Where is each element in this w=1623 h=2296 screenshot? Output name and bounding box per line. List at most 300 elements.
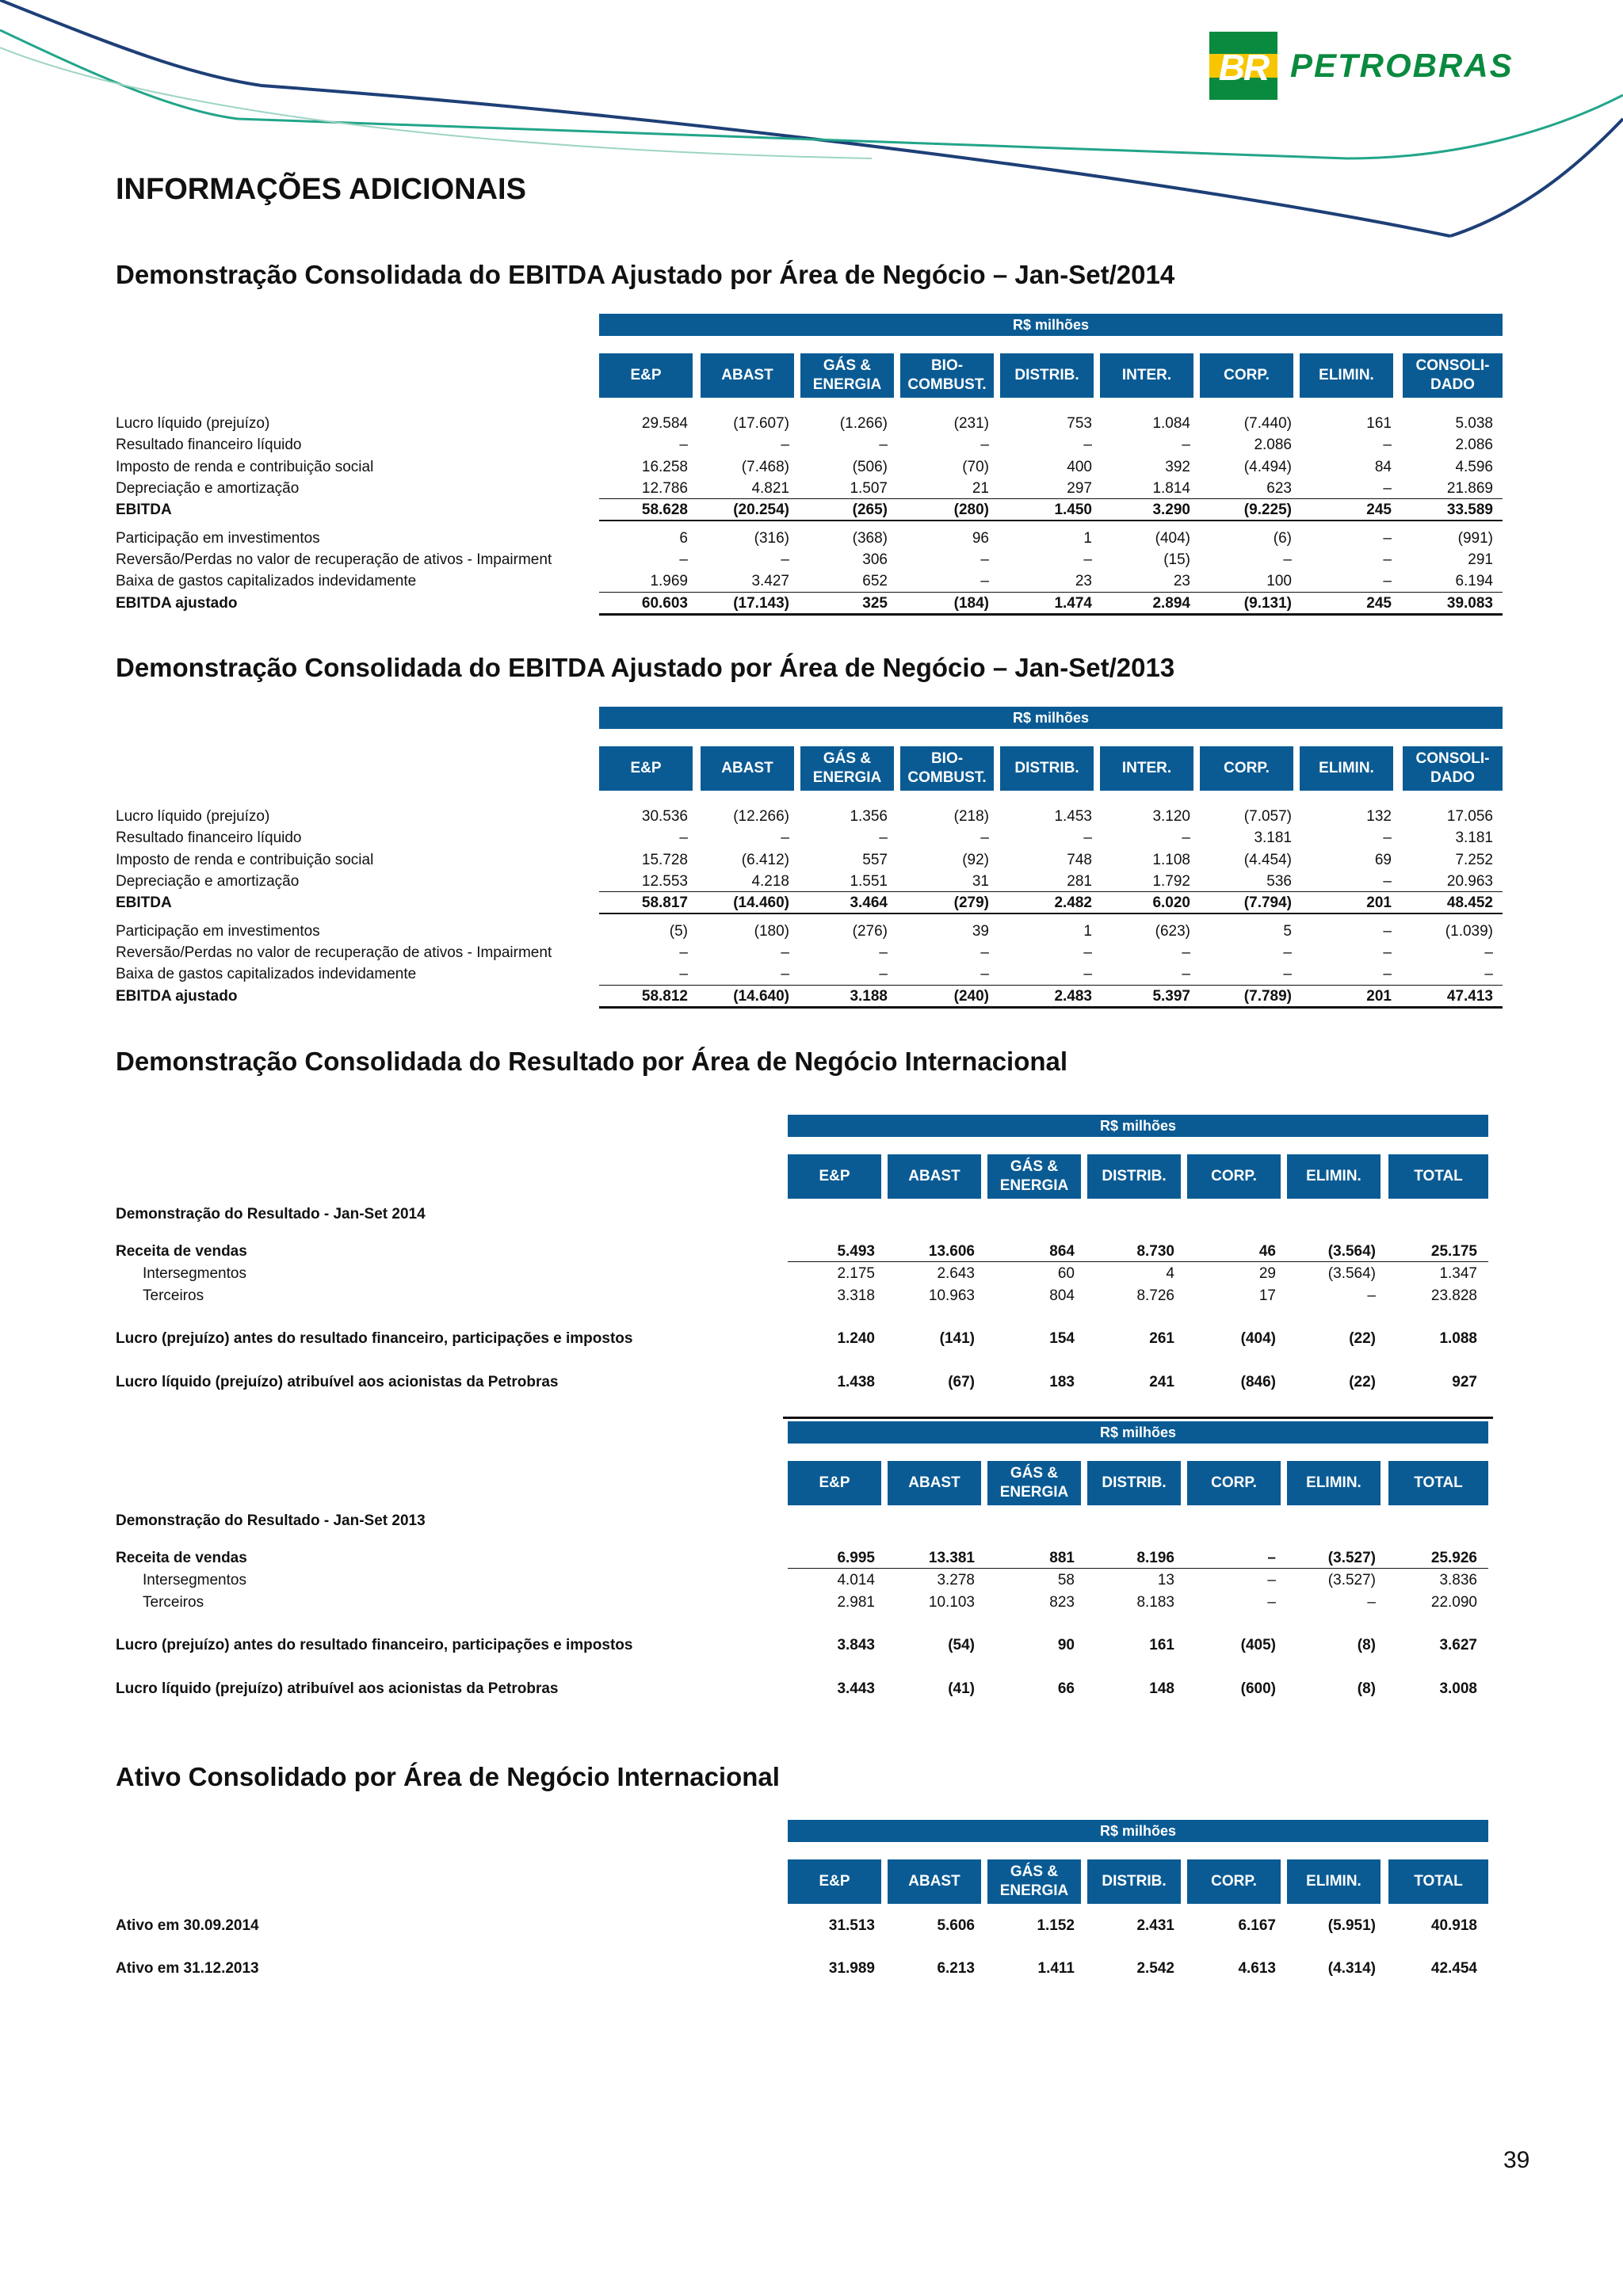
cell-value: 4.596: [1455, 458, 1493, 475]
cell-value: –: [1484, 944, 1493, 961]
intl-2014-caption: Demonstração do Resultado - Jan-Set 2014: [116, 1206, 426, 1222]
cell-value: 23.828: [1430, 1287, 1477, 1304]
intl-2013-caption: Demonstração do Resultado - Jan-Set 2013: [116, 1512, 426, 1529]
row-label: Resultado financeiro líquido: [116, 437, 302, 454]
cell-value: 161: [1366, 415, 1392, 432]
cell-value: 3.427: [751, 573, 789, 590]
cell-value: 6.213: [937, 1960, 975, 1977]
column-header-elimin: ELIMIN.: [1300, 353, 1393, 398]
cell-value: 13: [1157, 1572, 1174, 1589]
cell-value: 2.086: [1455, 437, 1493, 454]
cell-value: 392: [1165, 458, 1190, 475]
cell-value: –: [1383, 966, 1392, 983]
column-header-distrib: DISTRIB.: [1000, 746, 1094, 791]
column-header-corp: CORP.: [1187, 1859, 1281, 1904]
cell-value: –: [1267, 1594, 1276, 1611]
column-header-total: TOTAL: [1388, 1154, 1488, 1199]
cell-value: –: [781, 437, 789, 454]
cell-value: –: [879, 966, 888, 983]
table-row: [0, 550, 1623, 571]
cell-value: (7.789): [1243, 987, 1292, 1005]
column-header-inter: INTER.: [1100, 746, 1193, 791]
row-label: EBITDA ajustado: [116, 987, 238, 1005]
cell-value: (9.131): [1243, 594, 1292, 612]
table-row: [0, 593, 1623, 615]
cell-value: (12.266): [733, 808, 789, 825]
cell-value: –: [1367, 1594, 1376, 1611]
cell-value: (67): [948, 1374, 975, 1390]
cell-value: 10.103: [928, 1594, 975, 1611]
table-row: [0, 964, 1623, 986]
intl-result-title: Demonstração Consolidada do Resultado por Área de Negócio Internacional: [116, 1047, 1068, 1076]
table-row: [0, 1679, 1623, 1700]
column-header-distrib: DISTRIB.: [1087, 1461, 1181, 1505]
cell-value: –: [1383, 872, 1392, 890]
rule-line: [783, 1417, 1493, 1419]
cell-value: 623: [1266, 479, 1292, 497]
cell-value: (141): [939, 1330, 975, 1347]
cell-value: –: [781, 551, 789, 568]
cell-value: 8.730: [1136, 1243, 1174, 1260]
cell-value: 804: [1049, 1287, 1075, 1304]
cell-value: (4.454): [1243, 851, 1292, 868]
cell-value: 881: [1049, 1550, 1075, 1566]
cell-value: (280): [953, 502, 989, 519]
cell-value: (8): [1357, 1680, 1376, 1697]
cell-value: 4: [1166, 1265, 1174, 1282]
cell-value: 2.894: [1152, 594, 1190, 612]
cell-value: (276): [852, 922, 888, 940]
column-header-gsenergia: GÁS & ENERGIA: [987, 1461, 1081, 1505]
cell-value: 132: [1366, 808, 1392, 825]
cell-value: (404): [1240, 1330, 1276, 1347]
row-label: Reversão/Perdas no valor de recuperação de ativos - Impairment: [116, 551, 552, 568]
cell-value: 58.812: [641, 987, 688, 1005]
cell-value: (1.266): [839, 415, 888, 432]
cell-value: 29.584: [641, 415, 688, 432]
table-row: [0, 1241, 1623, 1263]
column-header-ep: E&P: [788, 1461, 881, 1505]
cell-value: –: [879, 830, 888, 847]
br-logo-mark: [1209, 32, 1277, 100]
rule-line: [599, 1006, 1503, 1009]
cell-value: 6.020: [1152, 894, 1190, 912]
rule-line: [599, 891, 1503, 892]
rule-line: [599, 613, 1503, 616]
cell-value: 3.843: [837, 1637, 875, 1653]
cell-value: 60: [1057, 1265, 1075, 1282]
column-header-corp: CORP.: [1200, 353, 1293, 398]
intl-assets-title: Ativo Consolidado por Área de Negócio Internacional: [116, 1762, 780, 1791]
cell-value: –: [1383, 437, 1392, 454]
cell-value: 17.056: [1446, 808, 1493, 825]
cell-value: 4.613: [1238, 1960, 1276, 1977]
column-header-corp: CORP.: [1187, 1154, 1281, 1199]
row-label: Participação em investimentos: [116, 529, 320, 547]
row-label: Lucro (prejuízo) antes do resultado financeiro, participações e impostos: [116, 1330, 633, 1347]
cell-value: 325: [862, 594, 888, 612]
cell-value: 3.836: [1439, 1572, 1477, 1589]
rule-line: [599, 498, 1503, 499]
column-header-inter: INTER.: [1100, 353, 1193, 398]
cell-value: (600): [1240, 1680, 1276, 1697]
cell-value: –: [1182, 437, 1190, 454]
column-header-gsenergia: GÁS & ENERGIA: [987, 1154, 1081, 1199]
table-row: [0, 807, 1623, 828]
cell-value: (20.254): [733, 502, 789, 519]
row-label: Receita de vendas: [116, 1243, 247, 1260]
cell-value: 6.194: [1455, 573, 1493, 590]
cell-value: (54): [948, 1637, 975, 1653]
cell-value: 15.728: [641, 851, 688, 868]
row-label: Reversão/Perdas no valor de recuperação de ativos - Impairment: [116, 944, 552, 961]
cell-value: 90: [1057, 1637, 1075, 1653]
table-row: [0, 1635, 1623, 1657]
page-number: 39: [1503, 2147, 1530, 2173]
cell-value: –: [1383, 479, 1392, 497]
column-header-elimin: ELIMIN.: [1287, 1859, 1381, 1904]
logo-wordmark: PETROBRAS: [1290, 47, 1514, 84]
cell-value: 8.196: [1136, 1550, 1174, 1566]
cell-value: 6.995: [837, 1550, 875, 1566]
table-row: [0, 943, 1623, 964]
column-header-abast: ABAST: [888, 1859, 981, 1904]
cell-value: 1.108: [1152, 851, 1190, 868]
cell-value: 13.606: [928, 1243, 975, 1260]
column-header-ep: E&P: [788, 1154, 881, 1199]
cell-value: (14.460): [733, 894, 789, 912]
row-label: Lucro líquido (prejuízo): [116, 415, 270, 432]
column-header-total: TOTAL: [1388, 1461, 1488, 1505]
cell-value: 557: [862, 851, 888, 868]
cell-value: 1.814: [1152, 479, 1190, 497]
table-row: [0, 986, 1623, 1008]
row-label: Lucro líquido (prejuízo) atribuível aos acionistas da Petrobras: [116, 1680, 559, 1697]
cell-value: 69: [1374, 851, 1392, 868]
cell-value: 17: [1258, 1287, 1276, 1304]
cell-value: (265): [852, 502, 888, 519]
cell-value: 7.252: [1455, 851, 1493, 868]
cell-value: (3.564): [1327, 1243, 1376, 1260]
cell-value: 3.188: [850, 987, 888, 1005]
cell-value: 400: [1067, 458, 1092, 475]
column-header-corp: CORP.: [1187, 1461, 1281, 1505]
cell-value: –: [781, 966, 789, 983]
column-header-elimin: ELIMIN.: [1287, 1154, 1381, 1199]
cell-value: –: [980, 944, 989, 961]
cell-value: –: [1283, 944, 1292, 961]
cell-value: 23: [1075, 573, 1092, 590]
cell-value: –: [781, 944, 789, 961]
cell-value: (7.794): [1243, 894, 1292, 912]
cell-value: 58: [1057, 1572, 1075, 1589]
cell-value: (3.527): [1327, 1572, 1376, 1589]
cell-value: 60.603: [641, 594, 688, 612]
column-header-total: TOTAL: [1388, 1859, 1488, 1904]
cell-value: –: [679, 944, 688, 961]
ebitda-2013-unit-bar: R$ milhões: [599, 707, 1503, 729]
cell-value: 748: [1067, 851, 1092, 868]
column-header-gsenergia: GÁS & ENERGIA: [987, 1859, 1081, 1904]
cell-value: –: [1083, 944, 1092, 961]
row-label: EBITDA: [116, 502, 172, 519]
table-row: [0, 921, 1623, 943]
cell-value: 261: [1149, 1330, 1174, 1347]
cell-value: (17.607): [733, 415, 789, 432]
cell-value: (846): [1240, 1374, 1276, 1390]
rule-line: [788, 1568, 1488, 1569]
cell-value: (7.440): [1243, 415, 1292, 432]
rule-line: [599, 913, 1503, 914]
cell-value: –: [980, 437, 989, 454]
column-header-abast: ABAST: [888, 1461, 981, 1505]
column-header-consolidado: CONSOLI- DADO: [1403, 746, 1503, 791]
cell-value: –: [679, 830, 688, 847]
table-row: [0, 1329, 1623, 1350]
column-header-ep: E&P: [788, 1859, 881, 1904]
cell-value: 1.084: [1152, 415, 1190, 432]
rule-line: [599, 985, 1503, 986]
cell-value: –: [1182, 944, 1190, 961]
cell-value: 3.290: [1152, 502, 1190, 519]
column-header-elimin: ELIMIN.: [1300, 746, 1393, 791]
cell-value: 1: [1083, 529, 1092, 547]
cell-value: 13.381: [928, 1550, 975, 1566]
cell-value: (1.039): [1445, 922, 1493, 940]
cell-value: 58.817: [641, 894, 688, 912]
cell-value: 927: [1452, 1374, 1477, 1390]
cell-value: 3.464: [850, 894, 888, 912]
cell-value: (404): [1155, 529, 1190, 547]
cell-value: 31.989: [828, 1960, 875, 1977]
row-label: Ativo em 31.12.2013: [116, 1960, 259, 1977]
cell-value: (15): [1163, 551, 1190, 568]
cell-value: 652: [862, 573, 888, 590]
cell-value: 33.589: [1446, 502, 1493, 519]
cell-value: 3.008: [1439, 1680, 1477, 1697]
row-label: Lucro (prejuízo) antes do resultado financeiro, participações e impostos: [116, 1637, 633, 1653]
cell-value: 823: [1049, 1594, 1075, 1611]
row-label: EBITDA ajustado: [116, 594, 238, 612]
table-row: [0, 1958, 1623, 1980]
cell-value: (8): [1357, 1637, 1376, 1653]
row-label: Intersegmentos: [143, 1265, 246, 1282]
cell-value: (231): [953, 415, 989, 432]
cell-value: 4.821: [751, 479, 789, 497]
cell-value: 96: [972, 529, 989, 547]
row-label: Participação em investimentos: [116, 922, 320, 940]
cell-value: 2.431: [1136, 1917, 1174, 1934]
cell-value: –: [1083, 437, 1092, 454]
cell-value: 2.542: [1136, 1960, 1174, 1977]
intl-2013-unit-bar: R$ milhões: [788, 1421, 1488, 1444]
cell-value: –: [1083, 966, 1092, 983]
rule-line: [599, 520, 1503, 521]
cell-value: –: [1083, 551, 1092, 568]
cell-value: –: [679, 437, 688, 454]
row-label: Imposto de renda e contribuição social: [116, 851, 374, 868]
cell-value: –: [781, 830, 789, 847]
cell-value: 1.551: [850, 872, 888, 890]
cell-value: –: [1267, 1550, 1276, 1566]
cell-value: 154: [1049, 1330, 1075, 1347]
cell-value: 3.120: [1152, 808, 1190, 825]
row-label: Depreciação e amortização: [116, 872, 300, 890]
cell-value: 1.438: [837, 1374, 875, 1390]
row-label: Lucro líquido (prejuízo): [116, 808, 270, 825]
cell-value: 1.088: [1439, 1330, 1477, 1347]
cell-value: 1.474: [1054, 594, 1092, 612]
cell-value: 2.086: [1254, 437, 1292, 454]
cell-value: 21: [972, 479, 989, 497]
row-label: Intersegmentos: [143, 1572, 246, 1589]
table-row: [0, 871, 1623, 893]
column-header-gsenergia: GÁS & ENERGIA: [800, 353, 894, 398]
cell-value: 20.963: [1446, 872, 1493, 890]
table-row: [0, 500, 1623, 521]
rule-line: [788, 1261, 1488, 1262]
cell-value: 22.090: [1430, 1594, 1477, 1611]
row-label: Baixa de gastos capitalizados indevidamente: [116, 966, 417, 983]
table-row: [0, 479, 1623, 500]
cell-value: –: [1283, 966, 1292, 983]
cell-value: 2.482: [1054, 894, 1092, 912]
cell-value: (316): [754, 529, 789, 547]
table-row: [0, 850, 1623, 871]
cell-value: 1.453: [1054, 808, 1092, 825]
cell-value: 183: [1049, 1374, 1075, 1390]
cell-value: 3.443: [837, 1680, 875, 1697]
cell-value: –: [1182, 830, 1190, 847]
row-label: Receita de vendas: [116, 1550, 247, 1566]
cell-value: 25.175: [1430, 1243, 1477, 1260]
cell-value: 1.411: [1037, 1960, 1075, 1977]
table-row: [0, 1570, 1623, 1592]
row-label: EBITDA: [116, 894, 172, 912]
row-label: Imposto de renda e contribuição social: [116, 458, 374, 475]
cell-value: –: [1367, 1287, 1376, 1304]
cell-value: 58.628: [641, 502, 688, 519]
cell-value: 201: [1366, 987, 1392, 1005]
cell-value: 536: [1266, 872, 1292, 890]
cell-value: 21.869: [1446, 479, 1493, 497]
cell-value: 864: [1049, 1243, 1075, 1260]
cell-value: (92): [962, 851, 989, 868]
cell-value: 66: [1057, 1680, 1075, 1697]
cell-value: 1.507: [850, 479, 888, 497]
cell-value: 4.218: [751, 872, 789, 890]
column-header-abast: ABAST: [701, 746, 794, 791]
cell-value: (5.951): [1327, 1917, 1376, 1934]
table-row: [0, 1264, 1623, 1285]
cell-value: 1.450: [1054, 502, 1092, 519]
column-header-distrib: DISTRIB.: [1087, 1859, 1181, 1904]
cell-value: –: [1383, 922, 1392, 940]
cell-value: 1.240: [837, 1330, 875, 1347]
cell-value: 23: [1173, 573, 1190, 590]
cell-value: 40.918: [1430, 1917, 1477, 1934]
petrobras-logo: [1209, 32, 1514, 100]
cell-value: 1.969: [650, 573, 688, 590]
column-header-consolidado: CONSOLI- DADO: [1403, 353, 1503, 398]
cell-value: 245: [1366, 594, 1392, 612]
table-row: [0, 1916, 1623, 1937]
cell-value: 46: [1258, 1243, 1276, 1260]
cell-value: 3.181: [1254, 830, 1292, 847]
cell-value: (506): [852, 458, 888, 475]
table-row: [0, 1286, 1623, 1307]
cell-value: 306: [862, 551, 888, 568]
ebitda-2013-title: Demonstração Consolidada do EBITDA Ajustado por Área de Negócio – Jan-Set/2013: [116, 653, 1175, 682]
cell-value: 5.493: [837, 1243, 875, 1260]
row-label: Resultado financeiro líquido: [116, 830, 302, 847]
cell-value: (7.057): [1243, 808, 1292, 825]
cell-value: 161: [1149, 1637, 1174, 1653]
cell-value: (14.640): [733, 987, 789, 1005]
cell-value: –: [980, 573, 989, 590]
cell-value: –: [1283, 551, 1292, 568]
cell-value: 2.483: [1054, 987, 1092, 1005]
cell-value: 12.553: [641, 872, 688, 890]
cell-value: 1.792: [1152, 872, 1190, 890]
intl-2014-unit-bar: R$ milhões: [788, 1115, 1488, 1137]
cell-value: (218): [953, 808, 989, 825]
row-label: Baixa de gastos capitalizados indevidamente: [116, 573, 417, 590]
rule-line: [599, 592, 1503, 593]
cell-value: (17.143): [733, 594, 789, 612]
cell-value: (6.412): [741, 851, 789, 868]
cell-value: 3.278: [937, 1572, 975, 1589]
cell-value: –: [1182, 966, 1190, 983]
cell-value: 1.152: [1037, 1917, 1075, 1934]
cell-value: –: [1383, 944, 1392, 961]
cell-value: 39.083: [1446, 594, 1493, 612]
cell-value: 297: [1067, 479, 1092, 497]
row-label: Ativo em 30.09.2014: [116, 1917, 259, 1934]
ebitda-2014-unit-bar: R$ milhões: [599, 314, 1503, 336]
cell-value: 6.167: [1238, 1917, 1276, 1934]
cell-value: (368): [852, 529, 888, 547]
cell-value: 25.926: [1430, 1550, 1477, 1566]
cell-value: 753: [1067, 415, 1092, 432]
cell-value: –: [980, 830, 989, 847]
row-label: Depreciação e amortização: [116, 479, 300, 497]
cell-value: 4.014: [837, 1572, 875, 1589]
cell-value: (279): [953, 894, 989, 912]
cell-value: 5.038: [1455, 415, 1493, 432]
table-row: [0, 1548, 1623, 1569]
cell-value: –: [1083, 830, 1092, 847]
cell-value: 5.397: [1152, 987, 1190, 1005]
cell-value: (41): [948, 1680, 975, 1697]
cell-value: (3.564): [1327, 1265, 1376, 1282]
cell-value: 16.258: [641, 458, 688, 475]
cell-value: 5.606: [937, 1917, 975, 1934]
cell-value: 12.786: [641, 479, 688, 497]
cell-value: (4.314): [1327, 1960, 1376, 1977]
cell-value: 30.536: [641, 808, 688, 825]
cell-value: 31.513: [828, 1917, 875, 1934]
cell-value: 201: [1366, 894, 1392, 912]
intl-assets-unit-bar: R$ milhões: [788, 1820, 1488, 1842]
cell-value: –: [679, 966, 688, 983]
cell-value: 245: [1366, 502, 1392, 519]
cell-value: 2.643: [937, 1265, 975, 1282]
cell-value: (9.225): [1243, 502, 1292, 519]
column-header-corp: CORP.: [1200, 746, 1293, 791]
column-header-ep: E&P: [599, 746, 693, 791]
cell-value: 47.413: [1446, 987, 1493, 1005]
